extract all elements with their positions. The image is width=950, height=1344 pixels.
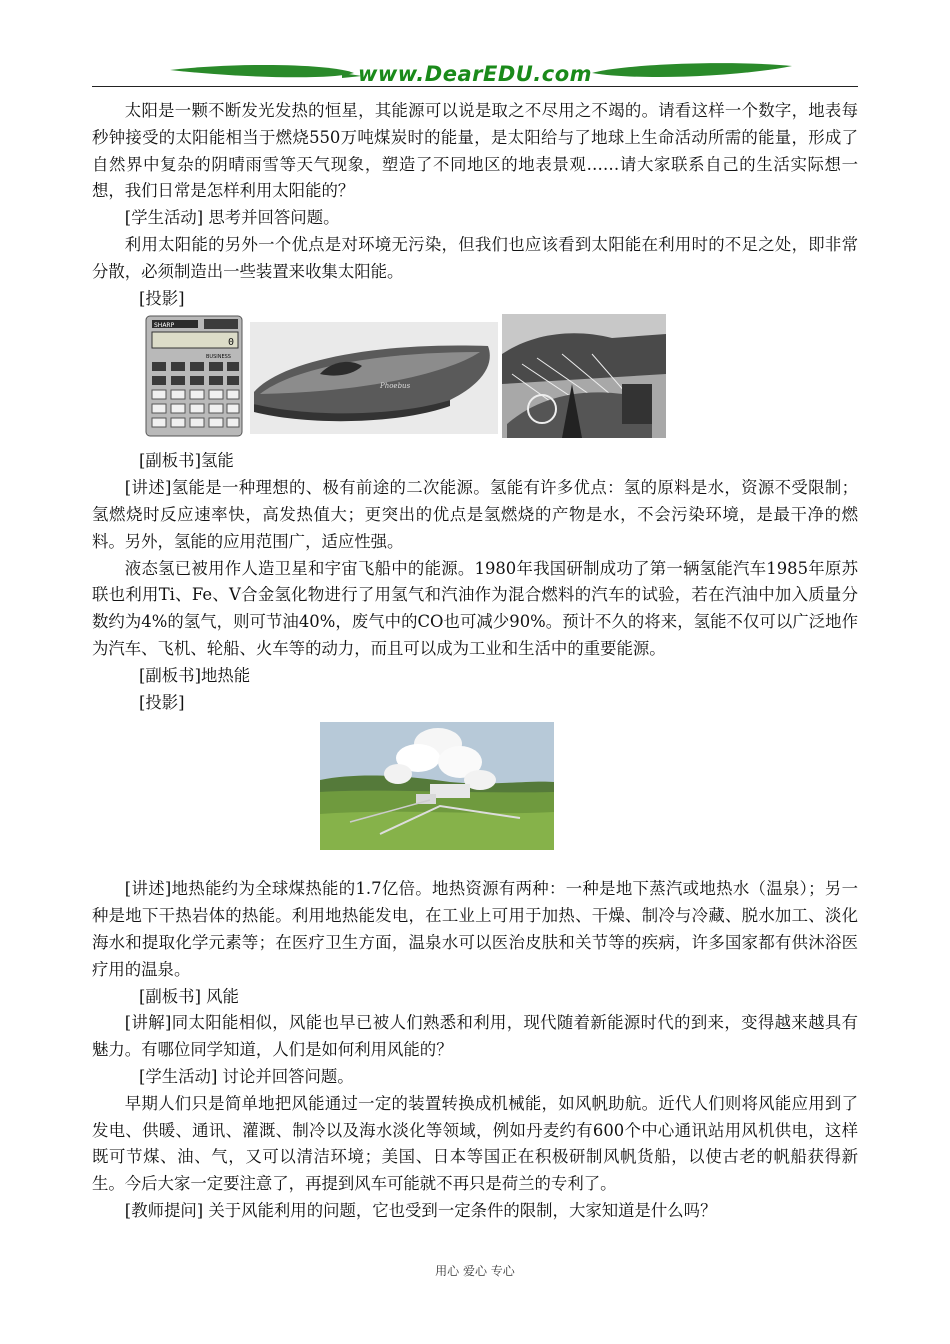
paragraph: [副板书]地热能 <box>139 665 251 685</box>
paragraph: [讲述]氢能是一种理想的、极有前途的二次能源。氢能有许多优点：氢的原料是水，资源不受限制；氢燃烧时反应速率快，高发热值大；更突出的优点是氢燃烧的产物是水，不会污染环境，是最干净的燃料。另外，氢能的应用范围广，适应性强。 <box>92 478 858 551</box>
paragraph: [投影] <box>139 288 185 308</box>
solar-calculator-image <box>144 314 244 438</box>
calculator-model: BUSINESS <box>206 354 231 361</box>
car-label: Phoebus <box>380 382 411 391</box>
header-rule <box>92 86 858 87</box>
paragraph: 早期人们只是简单地把风能通过一定的装置转换成机械能，如风帆助航。近代人们则将风能应用到了发电、供暖、通讯、灌溉、制冷以及海水淡化等领域，例如丹麦约有600个中心通讯站用风机供电，这样既可节煤、油、气，又可以清洁环境；美国、日本等国正在积极研制风帆货船，以使古老的帆船获得新生。今后大家一定要注意了，再提到风车可能就不再只是荷兰的专利了。 <box>92 1093 858 1194</box>
paragraph: [学生活动] 思考并回答问题。 <box>124 208 340 228</box>
paragraph: [副板书] 风能 <box>139 986 239 1006</box>
geothermal-image-row <box>92 722 858 850</box>
paragraph: [投影] <box>139 692 185 712</box>
paragraph: 太阳是一颗不断发光发热的恒星，其能源可以说是取之不尽用之不竭的。请看这样一个数字，地表每秒钟接受的太阳能相当于燃烧550万吨煤炭时的能量，是太阳给与了地球上生命活动所需的能量，形成了自然界中复杂的阴晴雨雪等天气现象，塑造了不同地区的地表景观……请大家联系自己的生活实际想一想，我们日常是怎样利用太阳能的？ <box>92 101 858 201</box>
paragraph: [讲解]同太阳能相似，风能也早已被人们熟悉和利用，现代随着新能源时代的到来，变得越来越具有魅力。有哪位同学知道，人们是如何利用风能的？ <box>92 1013 858 1060</box>
calculator-brand: SHARP <box>154 322 175 330</box>
solar-furnace-image <box>502 314 666 438</box>
site-header <box>92 56 858 90</box>
site-url[interactable]: www.DearEDU.com <box>357 62 593 86</box>
calculator-display: 0 <box>228 337 235 349</box>
solar-image-row <box>92 314 858 438</box>
document-body <box>92 98 858 1225</box>
paragraph: 利用太阳能的另外一个优点是对环境无污染，但我们也应该看到太阳能在利用时的不足之处，即非常分散，必须制造出一些装置来收集太阳能。 <box>92 234 858 281</box>
paragraph: [教师提问] 关于风能利用的问题，它也受到一定条件的限制，大家知道是什么吗？ <box>124 1200 717 1220</box>
paragraph: 液态氢已被用作人造卫星和宇宙飞船中的能源。1980年我国研制成功了第一辆氢能汽车1985年原苏联也利用Ti、Fe、V合金氢化物进行了用氢气和汽油作为混合燃料的汽车的试验，若在汽油中加入质量分数约为4%的氢气，则可节油40%，废气中的CO也可减少90%。预计不久的将来，氢能不仅可以广泛地作为汽车、飞机、轮船、火车等的动力，而且可以成为工业和生活中的重要能源。 <box>92 558 858 658</box>
page-footer: 用心 爱心 专心 <box>435 1264 515 1278</box>
paragraph: [讲述]地热能约为全球煤热能的1.7亿倍。地热资源有两种：一种是地下蒸汽或地热水（温泉）；另一种是地下干热岩体的热能。利用地热能发电，在工业上可用于加热、干燥、制冷与冷藏、脱水加工、淡化海水和提取化学元素等；在医疗卫生方面，温泉水可以医治皮肤和关节等的疾病，许多国家都有供沐浴医疗用的温泉。 <box>92 879 858 979</box>
solar-car-image <box>250 322 498 434</box>
paragraph: [学生活动] 讨论并回答问题。 <box>139 1066 354 1086</box>
paragraph: [副板书]氢能 <box>139 451 234 471</box>
geothermal-plant-image <box>320 722 554 850</box>
